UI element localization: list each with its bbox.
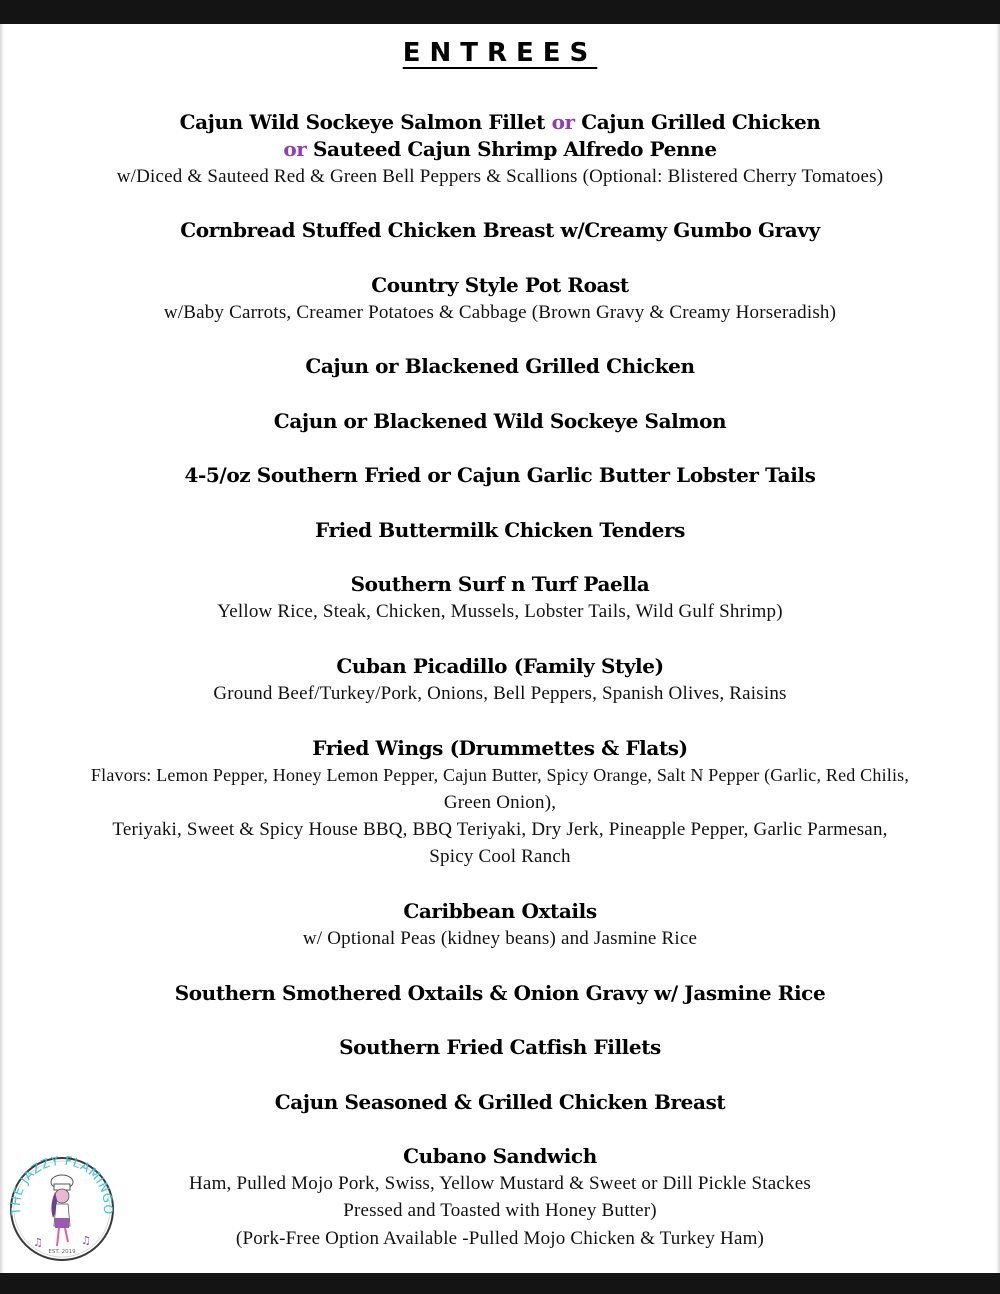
menu-item-desc: w/Diced & Sauteed Red & Green Bell Peppers & Scallions (Optional: Blistered Cherry Tomatoes) [116, 166, 884, 187]
menu-item-desc: Ground Beef/Turkey/Pork, Onions, Bell Peppers, Spanish Olives, Raisins [213, 683, 787, 704]
menu-item-picadillo: Cuban Picadillo (Family Style) [336, 654, 664, 678]
menu-item-desc: Yellow Rice, Steak, Chicken, Mussels, Lobster Tails, Wild Gulf Shrimp) [217, 601, 783, 622]
menu-item-lobster: 4-5/oz Southern Fried or Cajun Garlic Butter Lobster Tails [184, 463, 816, 487]
menu-item-desc: Teriyaki, Sweet & Spicy House BBQ, BBQ Teriyaki, Dry Jerk, Pineapple Pepper, Garlic Parmesan, [112, 819, 888, 840]
or-connector: or [283, 137, 307, 161]
menu-item-catfish: Southern Fried Catfish Fillets [339, 1035, 661, 1059]
menu-item-oxtails: Caribbean Oxtails [403, 899, 597, 923]
menu-item-wings: Fried Wings (Drummettes & Flats) [312, 736, 688, 760]
item-name: Cajun Wild Sockeye Salmon Fillet [179, 110, 545, 134]
menu-item-smothered-oxtails: Southern Smothered Oxtails & Onion Gravy w/ Jasmine Rice [174, 981, 826, 1005]
menu-item-desc: Spicy Cool Ranch [429, 846, 571, 867]
menu-item-blackened-chicken: Cajun or Blackened Grilled Chicken [305, 354, 695, 378]
right-edge-shadow [996, 24, 1000, 1273]
menu-item-desc: Green Onion), [443, 792, 557, 813]
menu-item-cubano: Cubano Sandwich [403, 1144, 597, 1168]
menu-item-tenders: Fried Buttermilk Chicken Tenders [315, 518, 685, 542]
menu-item-desc: Ham, Pulled Mojo Pork, Swiss, Yellow Mustard & Sweet or Dill Pickle Stackes [189, 1173, 811, 1194]
item-name: Cajun Grilled Chicken [581, 110, 821, 134]
menu-item-desc: Pressed and Toasted with Honey Butter) [343, 1200, 657, 1221]
menu-item-desc: w/Baby Carrots, Creamer Potatoes & Cabbage (Brown Gravy & Creamy Horseradish) [163, 302, 837, 323]
menu-item-blackened-salmon: Cajun or Blackened Wild Sockeye Salmon [273, 409, 727, 433]
bottom-border [0, 1273, 1000, 1294]
chef-flamingo-logo [7, 1156, 117, 1262]
page-title: ENTREES [402, 38, 598, 68]
menu-item-desc: w/ Optional Peas (kidney beans) and Jasmine Rice [302, 928, 698, 949]
svg-text:♫: ♫ [33, 1236, 43, 1249]
top-border [0, 0, 1000, 24]
svg-text:THE JAZZY FLAMINGO: THE JAZZY FLAMINGO [7, 1156, 117, 1216]
menu-item-grilled-breast: Cajun Seasoned & Grilled Chicken Breast [274, 1090, 726, 1114]
or-connector: or [551, 110, 575, 134]
menu-item-pot-roast: Country Style Pot Roast [371, 273, 629, 297]
menu-item-salmon-line1 [0, 110, 1000, 134]
menu-item-desc: (Pork-Free Option Available -Pulled Mojo Chicken & Turkey Ham) [235, 1228, 765, 1249]
left-edge-shadow [0, 24, 4, 1273]
menu-item-cornbread: Cornbread Stuffed Chicken Breast w/Creamy Gumbo Gravy [180, 218, 820, 242]
item-name: Sauteed Cajun Shrimp Alfredo Penne [312, 137, 717, 161]
menu-item-desc: Flavors: Lemon Pepper, Honey Lemon Pepper, Cajun Butter, Spicy Orange, Salt N Pepper (Garlic, Red Chilis, [90, 765, 910, 785]
menu-item-salmon-line2 [0, 137, 1000, 161]
logo-est-text: EST. 2019 [48, 1249, 76, 1255]
menu-item-paella: Southern Surf n Turf Paella [350, 572, 650, 596]
svg-text:♫: ♫ [81, 1234, 91, 1247]
